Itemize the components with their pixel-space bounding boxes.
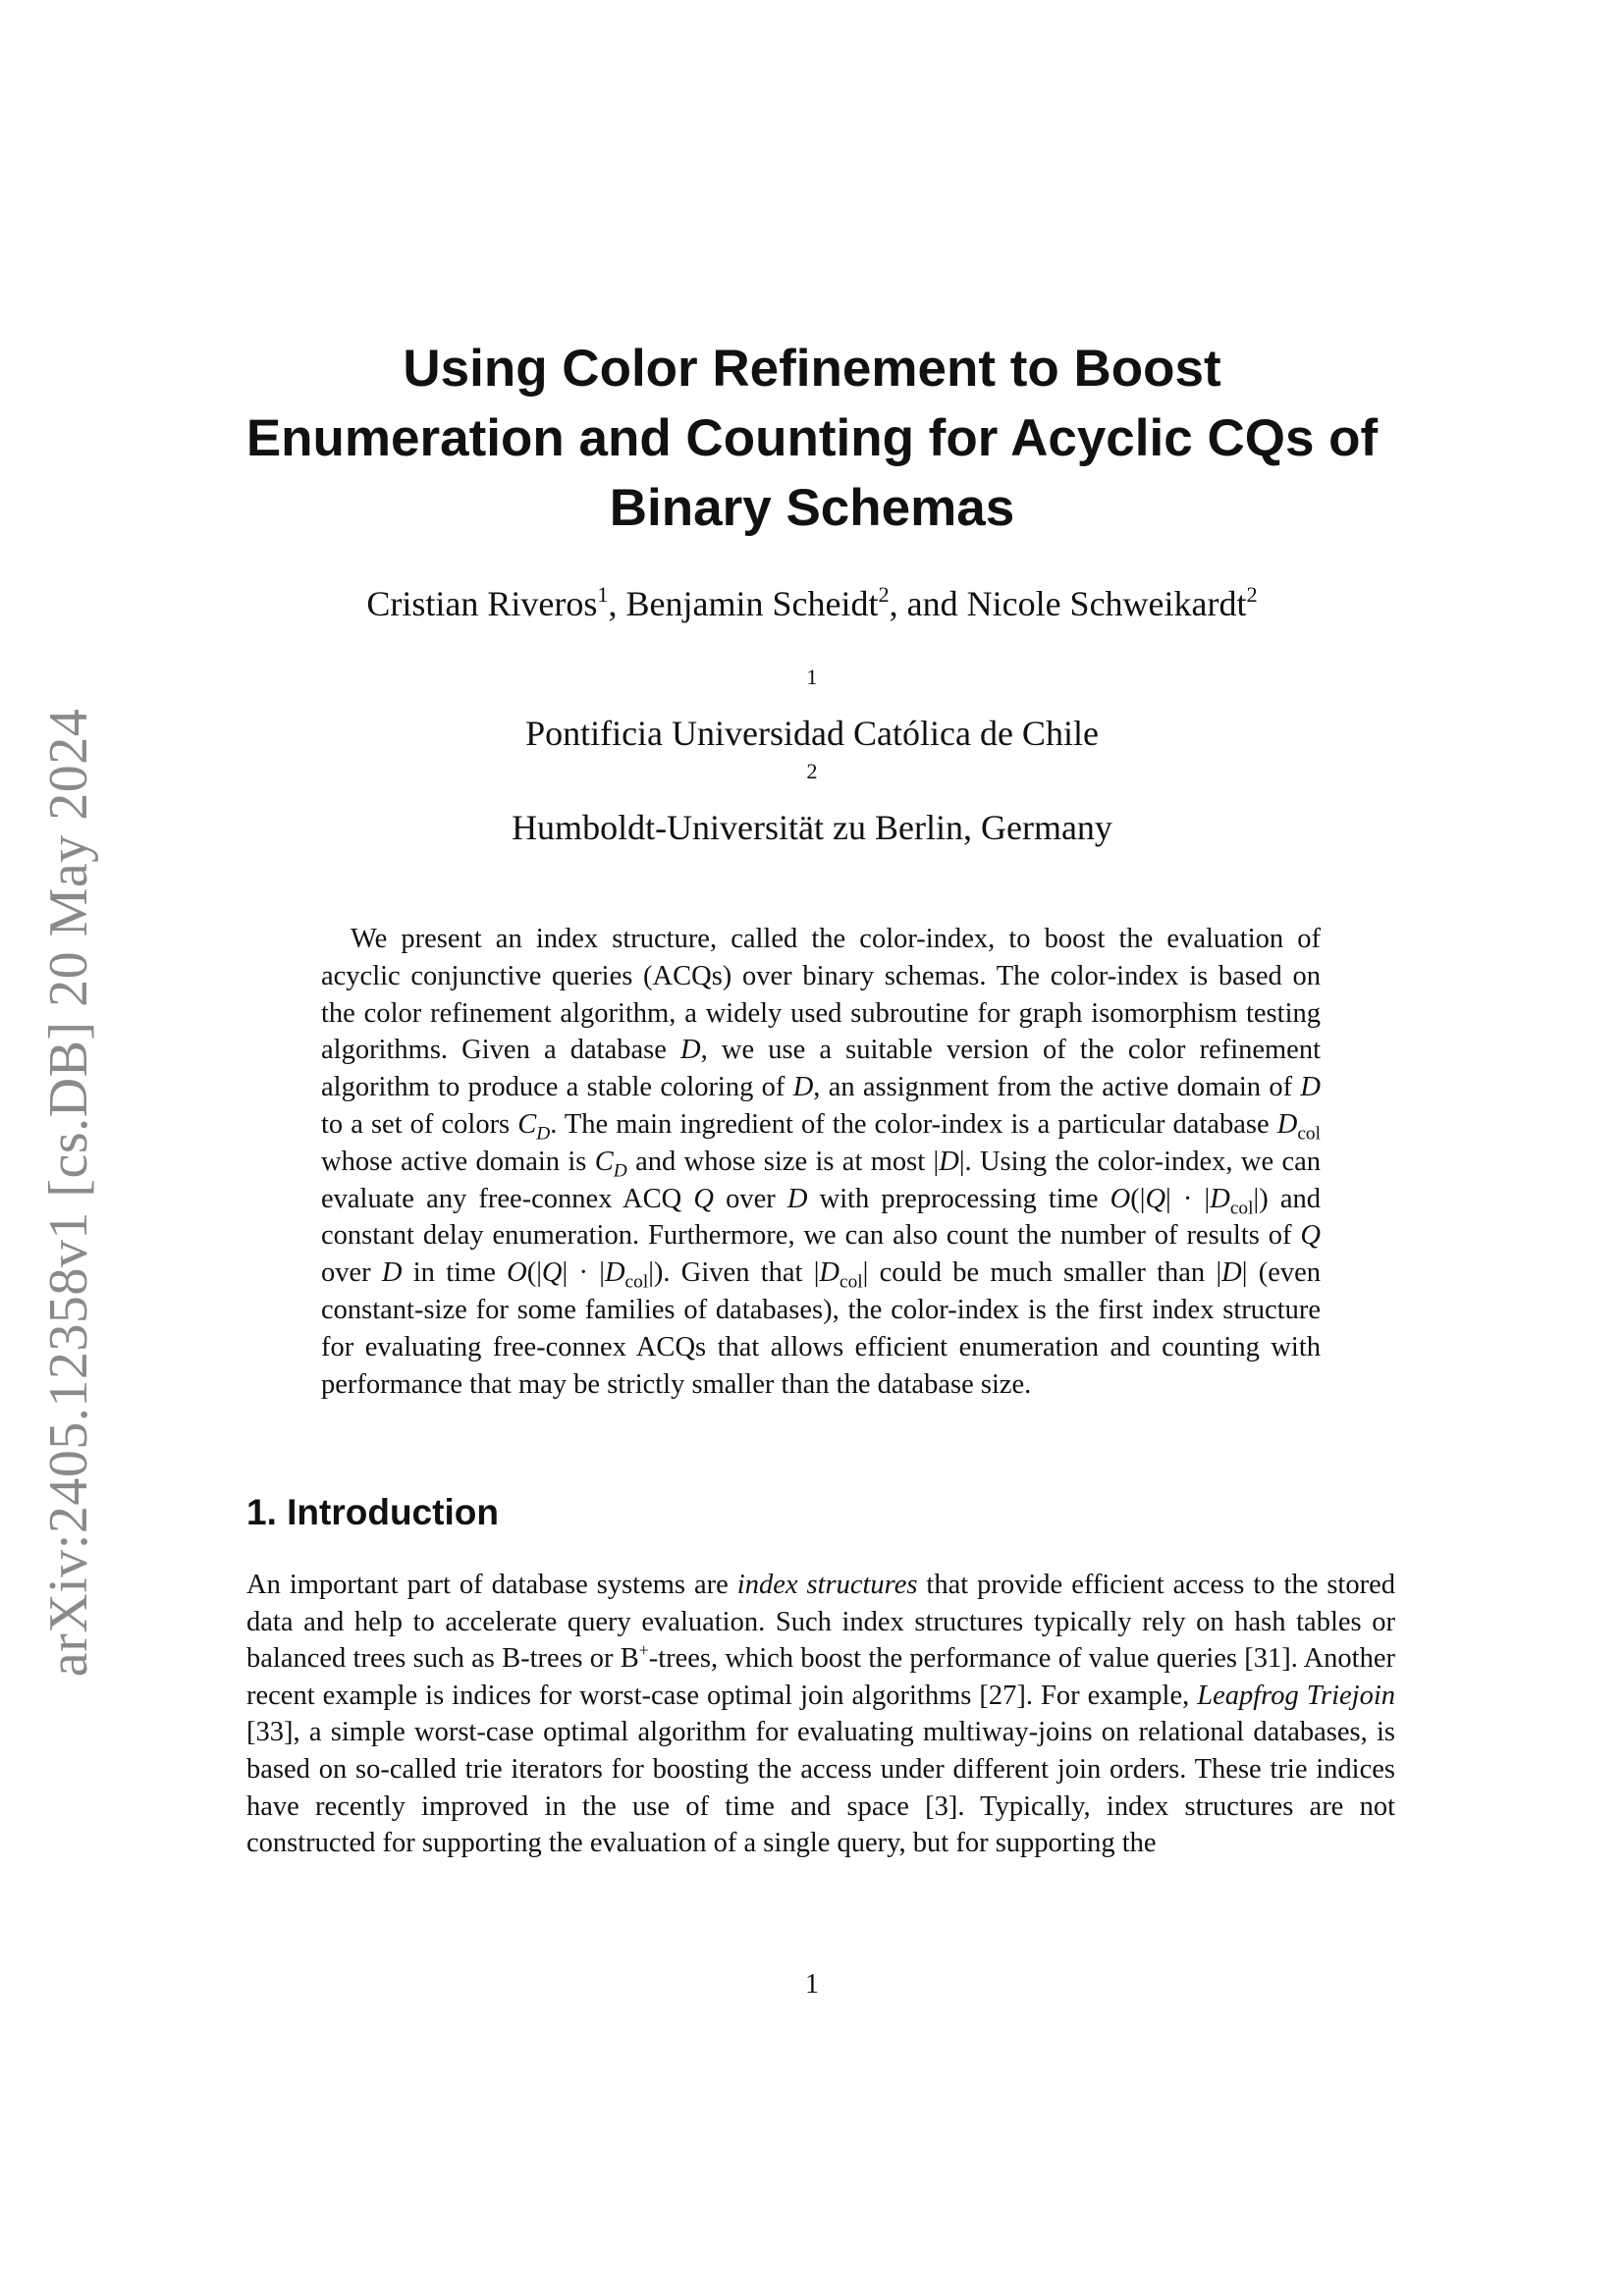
title-line: Enumeration and Counting for Acyclic CQs of bbox=[245, 409, 1379, 467]
author-list bbox=[226, 581, 1398, 626]
author-affiliation-mark: 1 bbox=[597, 581, 609, 607]
affiliation-name: Pontificia Universidad Católica de Chile bbox=[525, 714, 1099, 753]
introduction-body bbox=[246, 1567, 1395, 1862]
arxiv-identifier-stamp bbox=[39, 692, 98, 1693]
title-line: Using Color Refinement to Boost bbox=[403, 340, 1221, 398]
author-separator: , and bbox=[889, 584, 967, 623]
affiliation bbox=[226, 757, 1398, 851]
title-line: Binary Schemas bbox=[609, 479, 1015, 537]
abstract-paragraph: We present an index structure, called the color-index, to boost the evaluation of acyclic conjunctive queries (ACQs) over binary schemas. The color-index is based on the color refinement algorithm, a widely used subroutine for graph isomorphism testing algorithms. Given a database D, we use a suitable version of the color refinement algorithm to produce a stable coloring of D, an assignment from the active domain of D to a set of colors $C_D$. The main ingredient of the color-index is a particular database $D_{col}$ whose active domain is $C_D$ and whose size is at most |D|. Using the color-index, we can evaluate any free-connex ACQ Q over D with preprocessing time $O(|Q| \cdot |D_{col}|)$ and constant delay enumeration. Furthermore, we can also count the number of results of Q over D in time $O(|Q| \cdot |D_{col}|)$. Given that $|D_{col}|$ could be much smaller than |D| (even constant-size for some families of databases), the color-index is the first index structure for evaluating free-connex ACQs that allows efficient enumeration and counting with performance that may be strictly smaller than the database size. bbox=[321, 924, 1322, 1400]
section-heading-introduction: 1. Introduction bbox=[246, 1492, 499, 1532]
affiliation-mark: 1 bbox=[806, 664, 818, 689]
affiliation bbox=[226, 663, 1398, 757]
page-number: 1 bbox=[805, 1969, 819, 2000]
paper-title bbox=[226, 334, 1398, 543]
author-name: Benjamin Scheidt bbox=[625, 584, 879, 623]
author-affiliation-mark: 2 bbox=[1246, 581, 1258, 607]
arxiv-identifier-text: arXiv:2405.12358v1 [cs.DB] 20 May 2024 bbox=[38, 708, 100, 1678]
affiliation-name: Humboldt-Universität zu Berlin, Germany bbox=[512, 808, 1112, 847]
author-name: Cristian Riveros bbox=[366, 584, 598, 623]
affiliation-list bbox=[226, 663, 1398, 851]
author-affiliation-mark: 2 bbox=[878, 581, 890, 607]
abstract bbox=[321, 921, 1321, 1403]
author-separator: , bbox=[608, 584, 626, 623]
author-name: Nicole Schweikardt bbox=[966, 584, 1247, 623]
introduction-paragraph: An important part of database systems are index structures that provide efficient access to the stored data and help to accelerate query evaluation. Such index structures typically rely on hash tables or balanced trees such as B-trees or B+-trees, which boost the performance of value queries [31]. Another recent example is indices for worst-case optimal join algorithms [27]. For example, Leapfrog Triejoin [33], a simple worst-case optimal algorithm for evaluating multiway-joins on relational databases, is based on so-called trie iterators for boosting the access under different join orders. These trie indices have recently improved in the use of time and space [3]. Typically, index structures are not constructed for supporting the evaluation of a single query, but for supporting the bbox=[246, 1570, 1395, 1859]
affiliation-mark: 2 bbox=[806, 758, 818, 783]
